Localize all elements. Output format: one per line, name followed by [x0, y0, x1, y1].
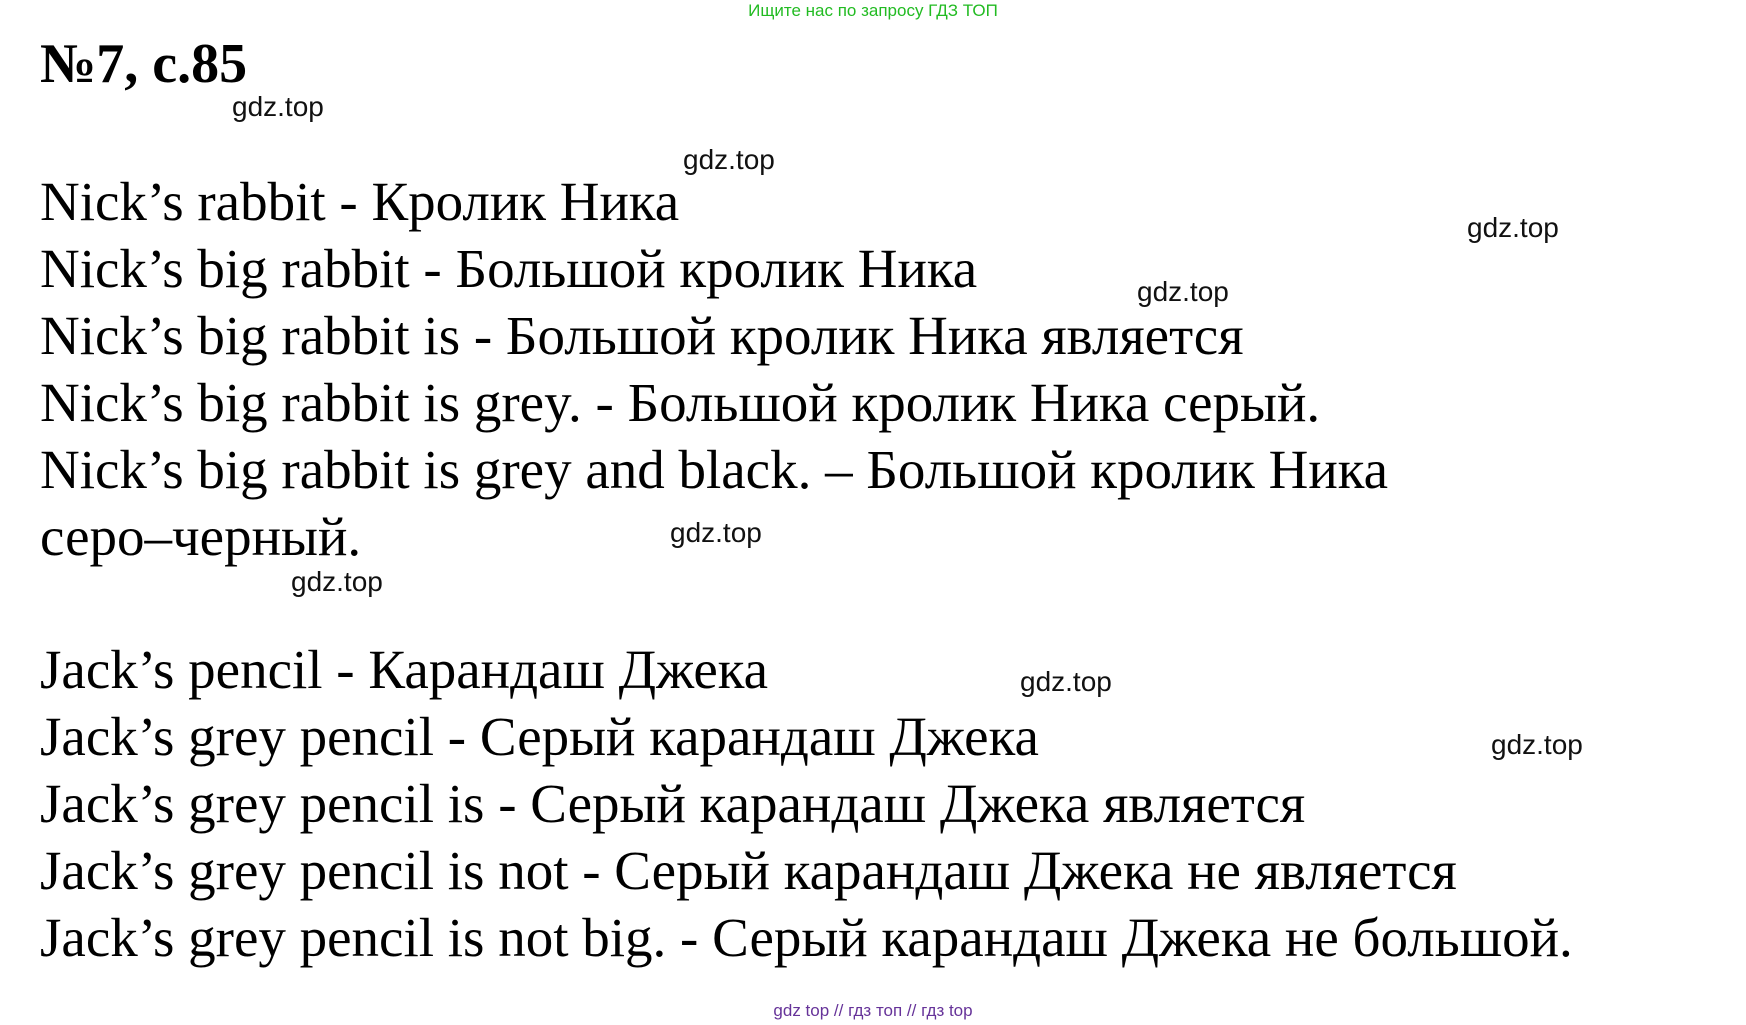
watermark: gdz.top [232, 91, 324, 122]
top-banner-link[interactable]: Ищите нас по запросу ГДЗ ТОП [748, 1, 998, 20]
text-line: Nick’s big rabbit is grey and black. – Большой кролик Ника [40, 439, 1389, 500]
footer-links[interactable]: gdz top // гдз топ // гдз top [773, 1001, 973, 1020]
text-line: Jack’s grey pencil is not - Серый карандаш Джека не является [40, 840, 1457, 901]
text-line: серо–черный. [40, 506, 362, 567]
watermark: gdz.top [1491, 729, 1583, 760]
watermark: gdz.top [291, 566, 383, 597]
watermark: gdz.top [1467, 212, 1559, 243]
watermark: gdz.top [683, 144, 775, 175]
text-line: Jack’s grey pencil - Серый карандаш Джека [40, 706, 1039, 767]
watermark: gdz.top [1020, 666, 1112, 697]
text-line: Nick’s big rabbit is - Большой кролик Ника является [40, 305, 1244, 366]
text-line: Nick’s big rabbit - Большой кролик Ника [40, 238, 978, 299]
watermark: gdz.top [670, 517, 762, 548]
text-line: Jack’s grey pencil is not big. - Серый карандаш Джека не большой. [40, 907, 1573, 968]
text-line: Nick’s big rabbit is grey. - Большой кролик Ника серый. [40, 372, 1321, 433]
text-line: Nick’s rabbit - Кролик Ника [40, 171, 680, 232]
text-line: Jack’s grey pencil is - Серый карандаш Джека является [40, 773, 1306, 834]
watermark: gdz.top [1137, 276, 1229, 307]
exercise-heading: №7, с.85 [40, 33, 248, 95]
text-line: Jack’s pencil - Карандаш Джека [40, 639, 769, 700]
